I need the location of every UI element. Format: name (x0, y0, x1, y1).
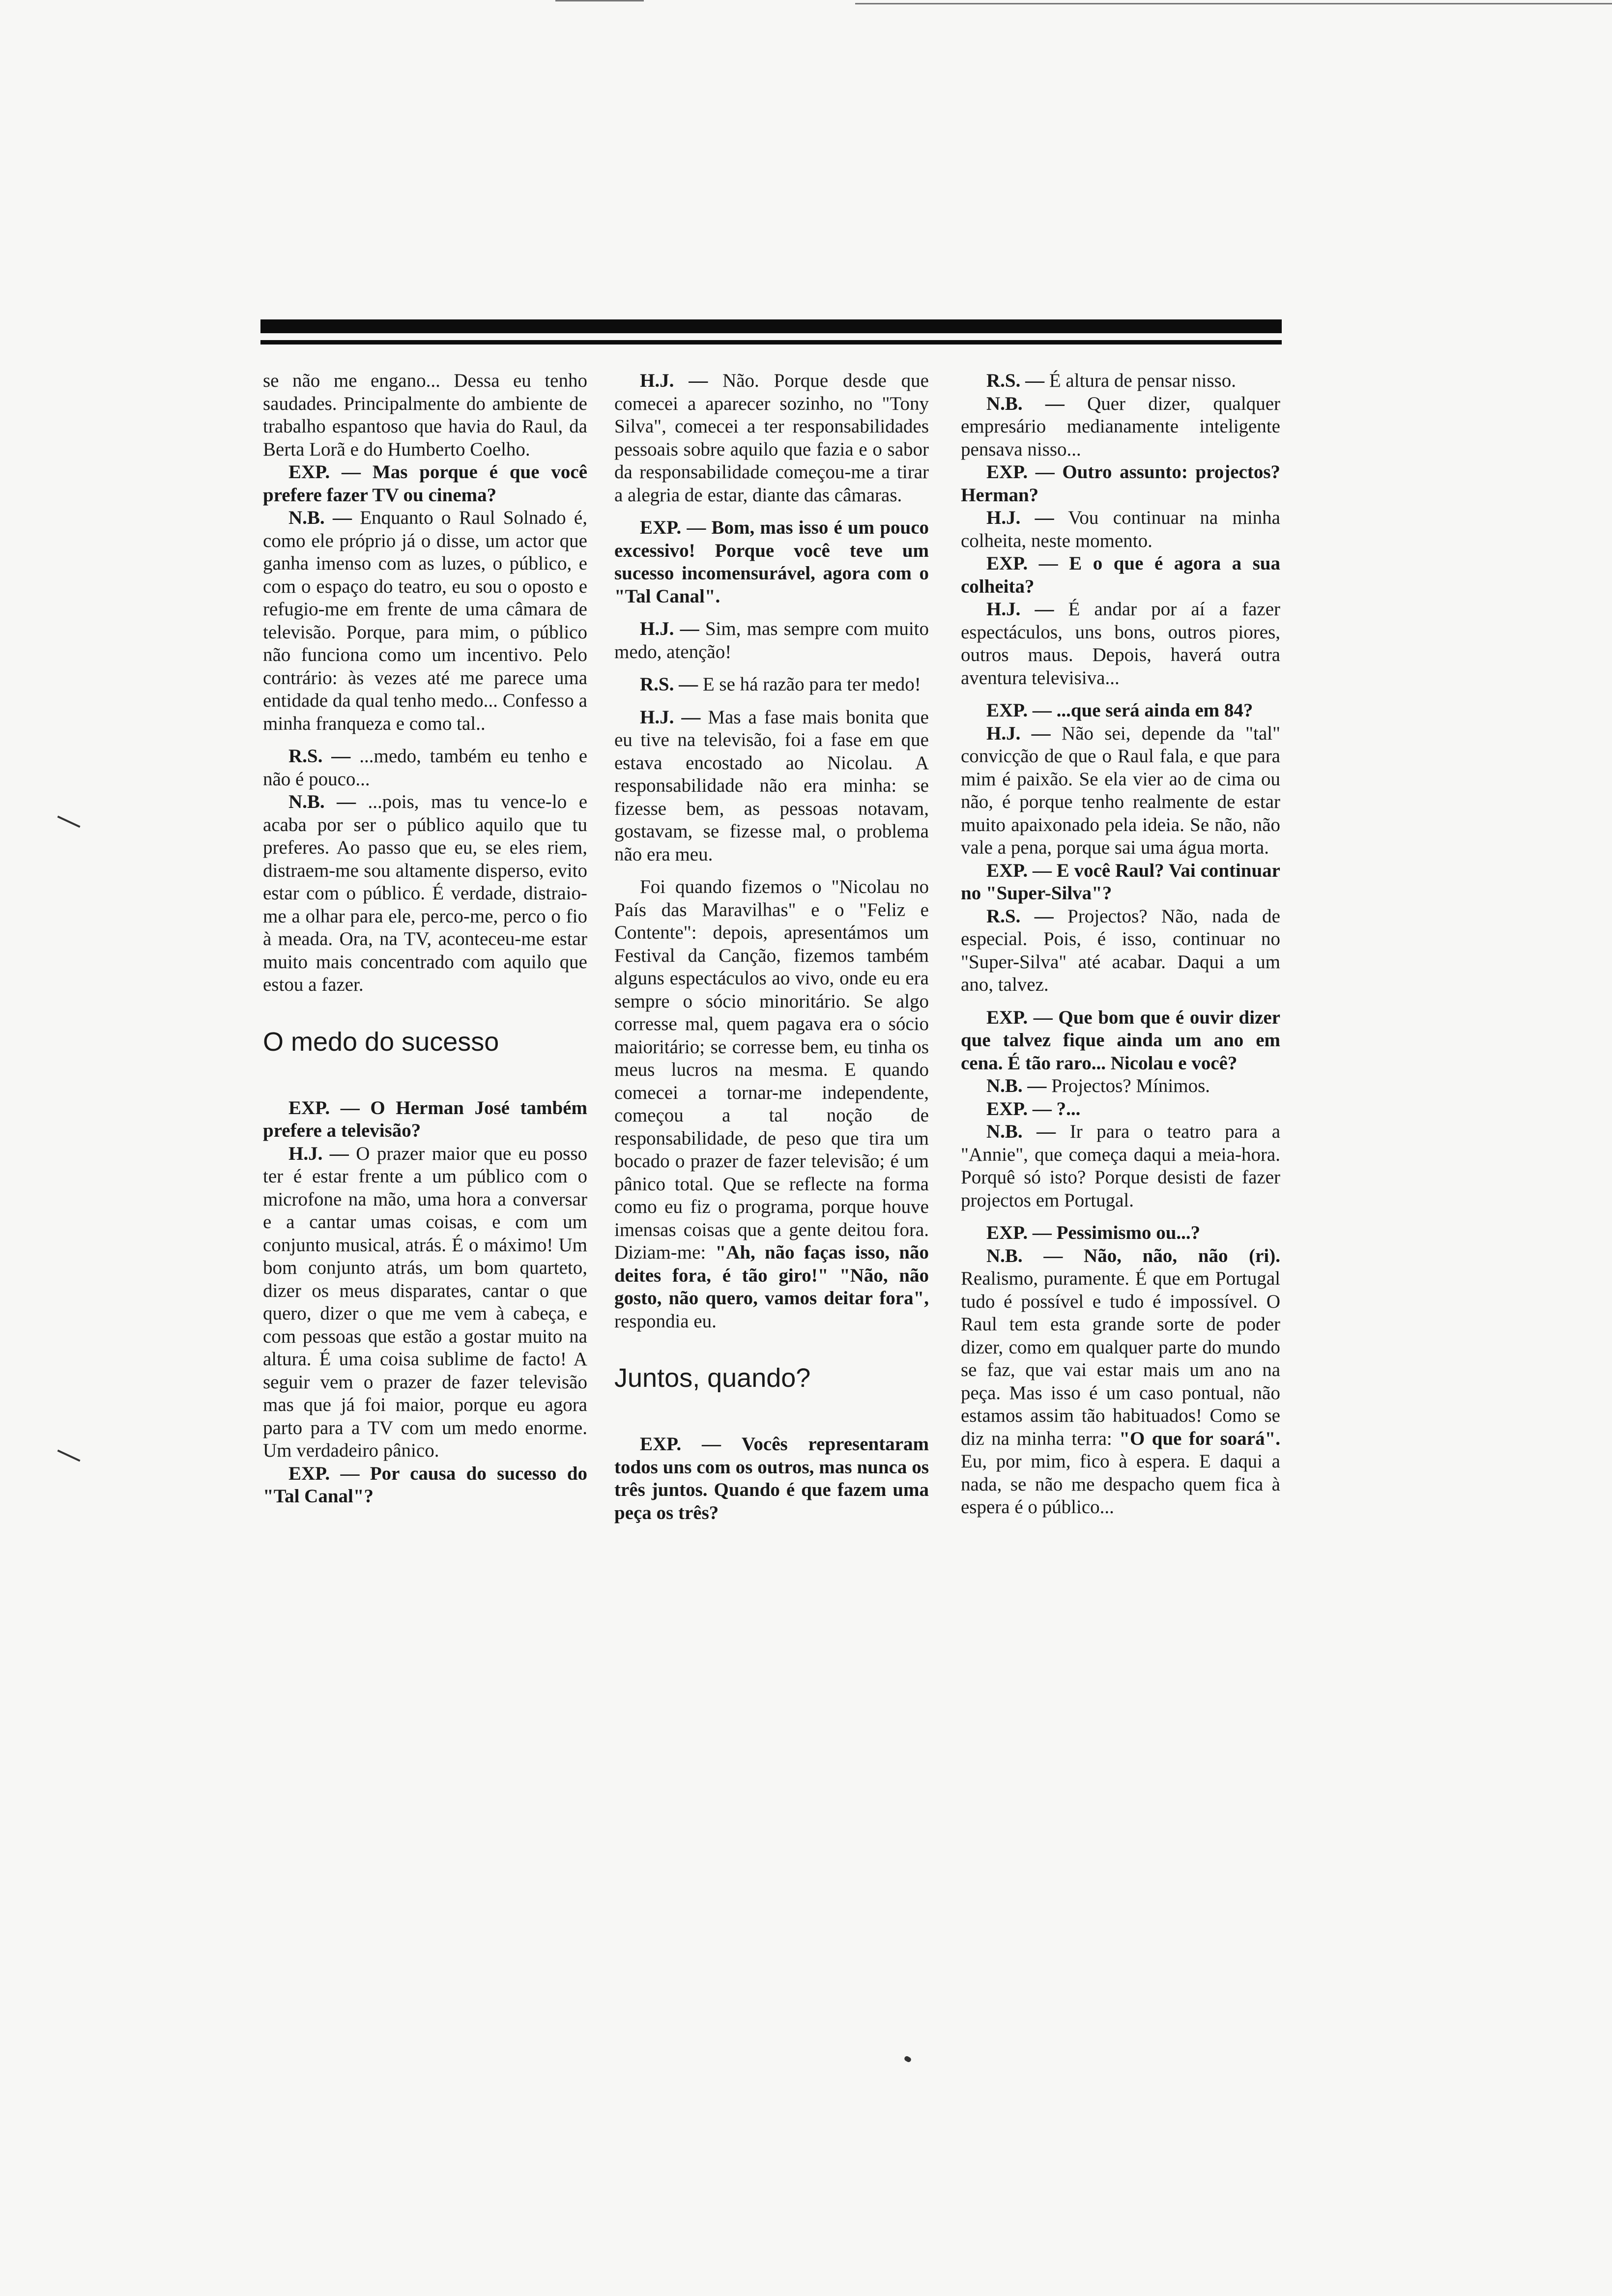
answer: N.B. — Quer dizer, qualquer empresário medianamente inteligente pensava nisso... (961, 393, 1280, 460)
scan-mark (57, 816, 80, 828)
column-1 (263, 370, 587, 1508)
answer: N.B. — ...pois, mas tu vence-lo e acaba por ser o público aquilo que tu preferes. Ao passo que eu, se eles riem, distraem-me sou altamente disperso, evito estar com o público. É verdade, distraio-me a olhar para ele, perco-me, perco o fio à meada. Ora, na TV, aconteceu-me estar muito mais concentrado com aquilo que estou a fazer. (263, 791, 587, 995)
answer: R.S. — E se há razão para ter medo! (640, 674, 921, 695)
answer: H.J. — Vou continuar na minha colheita, neste momento. (961, 507, 1280, 551)
question: EXP. — ...que será ainda em 84? (986, 700, 1253, 721)
answer: H.J. — Não sei, depende da "tal" convicção de que o Raul fala, e que para mim é paixão. Se ela vier ao de cima ou não, é porque tenho realmente de estar muito apaixonado pela ideia. Se não, não vale a pena, porque sai uma água morta. (961, 722, 1281, 858)
question: EXP. — Outro assunto: projectos? Herman? (961, 461, 1280, 506)
scan-mark (57, 1450, 80, 1462)
answer: H.J. — Sim, mas sempre com muito medo, atenção! (614, 618, 929, 662)
question: EXP. — ?... (986, 1098, 1081, 1119)
question: EXP. — Mas porque é que você prefere fazer TV ou cinema? (263, 461, 588, 506)
section-heading: O medo do sucesso (263, 1027, 499, 1057)
scan-mark (903, 2055, 912, 2063)
answer: H.J. — O prazer maior que eu posso ter é estar frente a um público com o microfone na mão, uma hora a conversar e a cantar umas coisas, e com um conjunto musical, atrás. É o máximo! Um bom conjunto atrás, um bom quarteto, dizer os meus disparates, cantar o que quero, dizer o que me vem à cabeça, e com pessoas que estão a gostar muito na altura. É uma coisa sublime de facto! A seguir vem o prazer de fazer televisão mas que já foi maior, porque eu agora parto para a TV com um medo enorme. Um verdadeiro pânico. (263, 1143, 588, 1461)
question: EXP. — E o que é agora a sua colheita? (961, 553, 1280, 597)
question: EXP. — Bom, mas isso é um pouco excessivo! Porque você teve um sucesso incomensurável, agora com o "Tal Canal". (614, 517, 929, 607)
answer: H.J. — Mas a fase mais bonita que eu tive na televisão, foi a fase em que estava encostado ao Nicolau. A responsabilidade não era minha: se fizesse bem, as pessoas notavam, gostavam, se fizesse mal, o problema não era meu. (614, 706, 929, 865)
question: EXP. — Vocês representaram todos uns com os outros, mas nunca os três juntos. Quando é que fazem uma peça os três? (614, 1434, 929, 1523)
top-border-line (555, 0, 644, 1)
question: EXP. — Por causa do sucesso do "Tal Canal"? (263, 1463, 588, 1507)
answer: R.S. — Projectos? Não, nada de especial. Pois, é isso, continuar no "Super-Silva" até acabar. Daqui a um ano, talvez. (961, 905, 1280, 995)
answer: H.J. — É andar por aí a fazer espectáculos, uns bons, outros piores, outros maus. Depois, haverá outra aventura televisiva... (961, 599, 1280, 689)
answer: N.B. — Enquanto o Raul Solnado é, como ele próprio já o disse, um actor que ganha imenso com as luzes, o público, e com o espaço do teatro, eu sou o oposto e refugio-me em frente de uma câmara de televisão. Porque, para mim, o público não funciona como um incentivo. Pelo contrário: às vezes até me parece uma entidade da qual tenho medo... Confesso a minha franqueza e como tal.. (263, 507, 587, 734)
paragraph: se não me engano... Dessa eu tenho saudades. Principalmente do ambiente de trabalho espantoso que havia do Raul, da Berta Lorã e do Humberto Coelho. (263, 370, 587, 460)
header-rule-thin (260, 340, 1282, 344)
header-rule-thick (260, 319, 1282, 333)
question: EXP. — Que bom que é ouvir dizer que talvez fique ainda um ano em cena. É tão raro... Nicolau e você? (961, 1006, 1281, 1074)
paragraph: Foi quando fizemos o "Nicolau no País das Maravilhas" e o "Feliz e Contente": depois, apresentámos um Festival da Canção, fizemos também alguns espectáculos ao vivo, onde eu era sempre o sócio minoritário. Se algo corresse mal, quem pagava era o sócio maioritário; se corresse bem, eu tinha os meus lucros na mesma. E quando comecei a tornar-me independente, começou a tal noção de responsabilidade, de peso que tira um bocado o prazer de fazer televisão; é um pânico total. Que se reflecte na forma como eu fiz o programa, porque houve imensas coisas que a gente deitou fora. Diziam-me: "Ah, não faças isso, não deites fora, é tão giro!" "Não, não gosto, não quero, vamos deitar fora", respondia eu. (614, 876, 929, 1332)
question: EXP. — O Herman José também prefere a televisão? (263, 1097, 588, 1141)
question: EXP. — E você Raul? Vai continuar no "Super-Silva"? (961, 860, 1280, 904)
top-border-line (855, 3, 1612, 4)
column-2 (614, 370, 929, 1524)
answer: N.B. — Ir para o teatro para a "Annie", que começa daqui a meia-hora. Porquê só isto? Porque desisti de fazer projectos em Portugal. (961, 1121, 1281, 1211)
answer: N.B. — Não, não, não (ri). Realismo, puramente. É que em Portugal tudo é possível e tudo é impossível. O Raul tem esta grande sorte de poder dizer, como em qualquer parte do mundo se faz, que vai estar mais um ano na peça. Mas isso é um caso pontual, não estamos assim tão habituados! Como se diz na minha terra: "O que for soará". Eu, por mim, fico à espera. E daqui a nada, se não me despacho quem fica à espera é o público... (961, 1245, 1281, 1518)
answer: R.S. — É altura de pensar nisso. (986, 370, 1236, 391)
column-3 (961, 370, 1280, 1519)
answer: R.S. — ...medo, também eu tenho e não é pouco... (263, 746, 588, 790)
answer: N.B. — Projectos? Mínimos. (986, 1075, 1210, 1096)
section-heading: Juntos, quando? (614, 1363, 811, 1393)
answer: H.J. — Não. Porque desde que comecei a aparecer sozinho, no "Tony Silva", comecei a ter responsabilidades pessoais sobre aquilo que fazia e o sabor da responsabilidade começou-me a tirar a alegria de estar, diante das câmaras. (614, 370, 929, 506)
question: EXP. — Pessimismo ou...? (986, 1222, 1201, 1243)
